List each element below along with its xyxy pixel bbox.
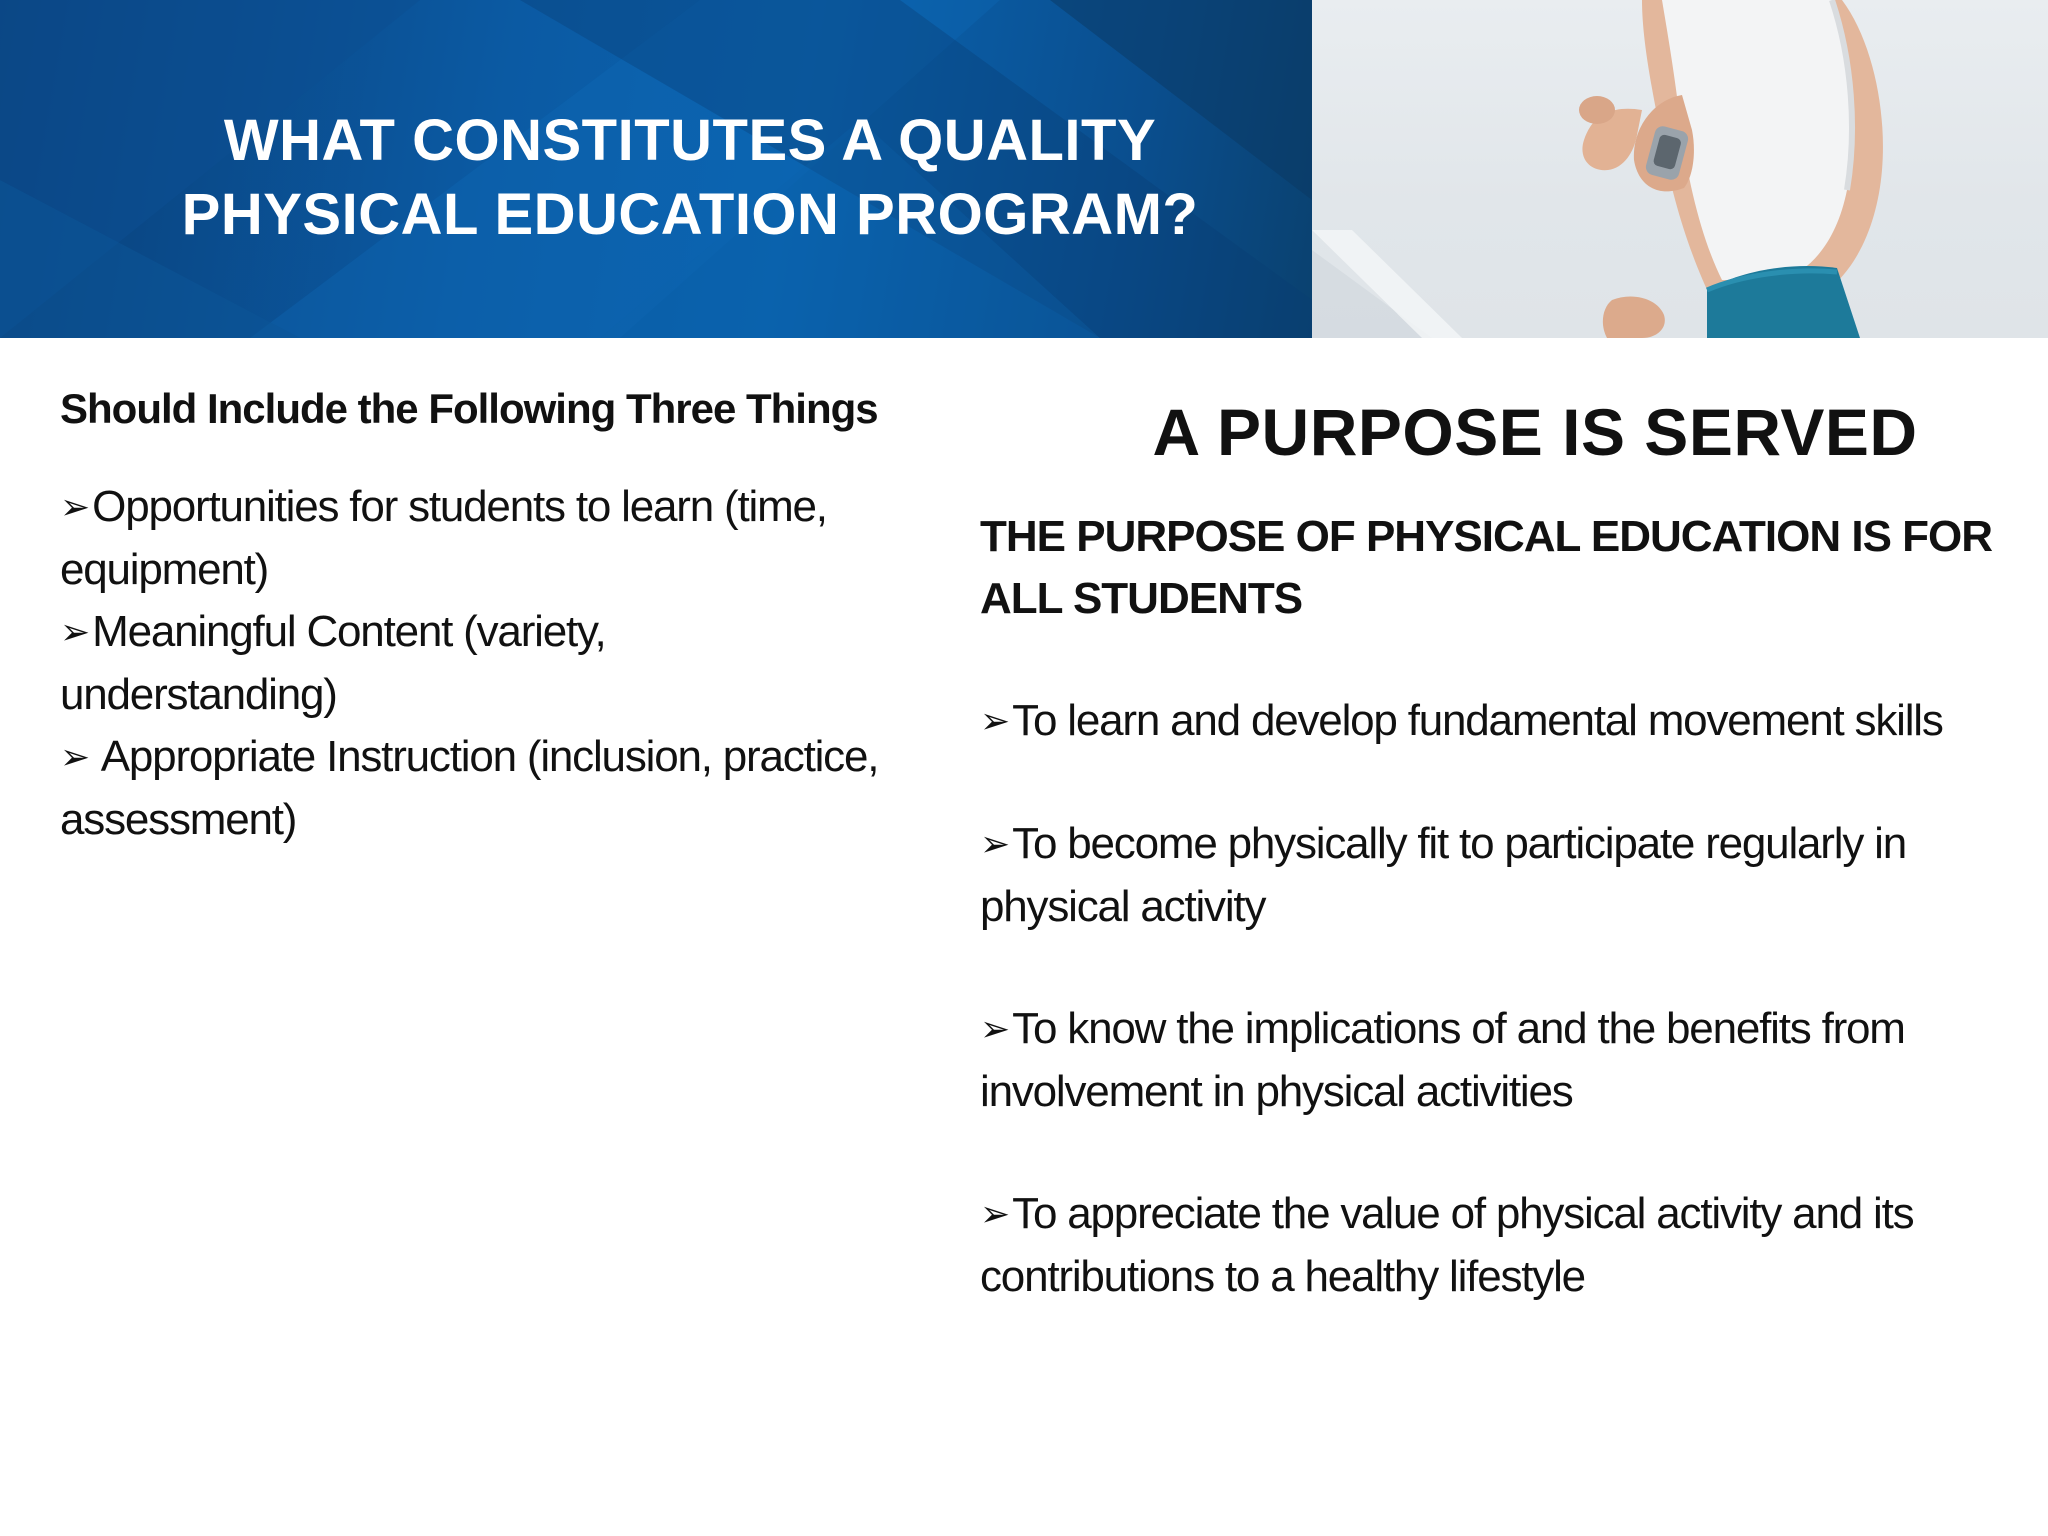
arrow-bullet-icon: ➢ — [60, 487, 91, 528]
right-subtitle: THE PURPOSE OF PHYSICAL EDUCATION IS FOR ALL STUDENTS — [980, 512, 1993, 623]
list-item-text: To become physically fit to participate regularly in physical activity — [980, 819, 1906, 931]
right-column — [980, 506, 2020, 1368]
arrow-bullet-icon: ➢ — [60, 737, 91, 778]
list-item — [980, 1183, 2020, 1308]
list-item — [980, 813, 2020, 938]
list-item-text: To learn and develop fundamental movement skills — [1012, 696, 1943, 745]
runner-photo-icon — [1312, 0, 2048, 338]
right-title: A PURPOSE IS SERVED — [1152, 395, 1918, 469]
list-item — [60, 726, 890, 851]
list-item-text: Meaningful Content (variety, understanding) — [60, 607, 606, 719]
slide-title — [0, 104, 1312, 252]
list-item — [60, 601, 880, 726]
arrow-bullet-icon: ➢ — [980, 1009, 1011, 1050]
list-item-text: Appropriate Instruction (inclusion, practice, assessment) — [60, 732, 890, 844]
slide-title-line-1: WHAT CONSTITUTES A QUALITY — [223, 108, 1157, 173]
title-banner — [0, 0, 1312, 338]
left-column — [60, 378, 890, 851]
arrow-bullet-icon: ➢ — [980, 701, 1011, 742]
list-item-text: To appreciate the value of physical activity and its contributions to a healthy lifestyle — [980, 1189, 1914, 1301]
list-item — [60, 476, 880, 601]
list-item — [980, 690, 2020, 753]
arrow-bullet-icon: ➢ — [980, 1194, 1011, 1235]
slide-title-line-2: PHYSICAL EDUCATION PROGRAM? — [181, 182, 1199, 247]
left-bullet-list — [60, 476, 890, 851]
runner-photo — [1312, 0, 2048, 338]
left-heading: Should Include the Following Three Things — [60, 385, 878, 432]
list-item-text: To know the implications of and the benefits from involvement in physical activities — [980, 1004, 1905, 1116]
arrow-bullet-icon: ➢ — [60, 612, 91, 653]
list-item — [980, 998, 2020, 1123]
right-bullet-list — [980, 690, 2020, 1308]
arrow-bullet-icon: ➢ — [980, 824, 1011, 865]
list-item-text: Opportunities for students to learn (time, equipment) — [60, 482, 827, 594]
